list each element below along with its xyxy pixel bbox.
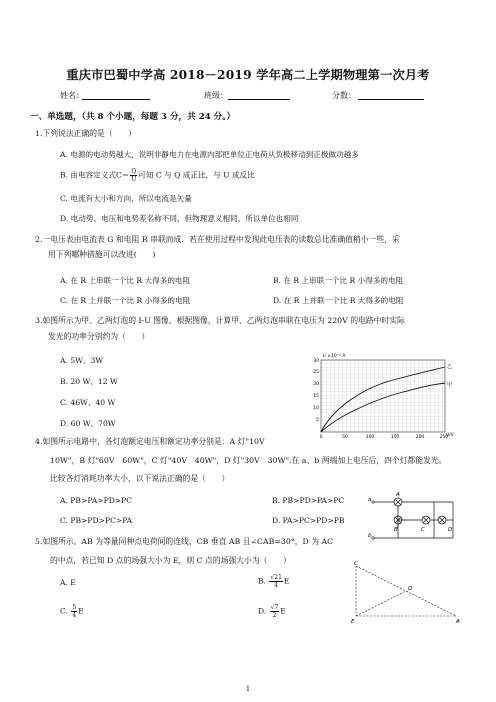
point-a-label: A bbox=[456, 619, 460, 625]
score-field[interactable] bbox=[358, 90, 424, 100]
section-heading: 一、单选题，（共 8 个小题，每题 3 分，共 24 分。） bbox=[30, 112, 236, 122]
q5-option-b-prefix: B. bbox=[258, 576, 266, 586]
fraction-den: U bbox=[131, 176, 137, 183]
x-tick: 250 bbox=[439, 435, 449, 440]
triangle-diagram bbox=[348, 560, 468, 626]
point-e-label: E bbox=[351, 619, 355, 625]
curve-jia-label: 甲 bbox=[447, 382, 453, 388]
y-tick: 25 bbox=[313, 370, 319, 375]
q2-option-b[interactable]: B. 在 R 上串联一个比 R 小得多的电阻 bbox=[273, 276, 404, 285]
point-d-label: D bbox=[408, 586, 413, 592]
fraction-num: 5 bbox=[72, 604, 77, 611]
fraction-num: √21 bbox=[270, 574, 282, 581]
q5-option-d-prefix: D. bbox=[258, 606, 267, 616]
question-4-stem-3: 比较各灯消耗功率大小，以下说法正确的是（ ） bbox=[50, 474, 230, 483]
point-c-label: C bbox=[354, 561, 358, 567]
graph-ylabel: I/ ×10⁻² A bbox=[323, 354, 346, 359]
fraction bbox=[270, 604, 280, 619]
terminal-b-label: b bbox=[368, 533, 372, 539]
fraction-den: 4 bbox=[274, 582, 279, 589]
q5-option-b[interactable] bbox=[258, 574, 289, 589]
lamp-b-label: B bbox=[394, 527, 398, 533]
q3-option-c[interactable]: C. 46W、40 W bbox=[60, 398, 116, 407]
question-3-stem-1: 3.如图所示为甲、乙两灯泡的 I-U 图像，根据图像，计算甲、乙两灯泡串联在电压为 220V 的电路中时实际 bbox=[35, 316, 405, 325]
fraction-num: √7 bbox=[270, 604, 279, 611]
question-4-stem-2: 10W"，B 灯"60V 60W"，C 灯"40V 40W"，D 灯"30V 30W".在 a、b 两端加上电压后，四个灯都能发光。 bbox=[50, 456, 447, 465]
q4-option-a[interactable]: A. PB>PA>PD>PC bbox=[60, 496, 133, 505]
fraction-den: 2 bbox=[272, 612, 277, 619]
name-field[interactable] bbox=[82, 90, 150, 100]
q5-option-b-suffix: E bbox=[283, 576, 290, 586]
fraction bbox=[71, 604, 77, 619]
x-tick: 200 bbox=[415, 435, 425, 440]
q4-option-d[interactable]: D. PA>PC>PD>PB bbox=[272, 516, 345, 525]
y-tick: 30 bbox=[313, 359, 319, 364]
graph-xlabel: U/V bbox=[446, 433, 454, 438]
q2-option-a[interactable]: A. 在 R 上串联一个比 R 大得多的电阻 bbox=[60, 276, 191, 285]
question-1-stem: 1.下列说法正确的是（ ） bbox=[35, 129, 137, 138]
graph-grid bbox=[321, 360, 445, 432]
q3-option-d[interactable]: D. 60 W、70W bbox=[60, 419, 116, 428]
q1-option-c[interactable]: C. 电流有大小和方向，所以电流是矢量 bbox=[60, 194, 192, 203]
q5-option-d[interactable] bbox=[258, 604, 286, 619]
question-4-stem-1: 4.如图所示电路中，各灯泡额定电压和额定功率分别是：A 灯"10V bbox=[35, 437, 265, 446]
question-2-stem-1: 2.一电压表由电流表 G 和电阻 R 串联而成．若在使用过程中发现此电压表的读数总比准确值稍小一些，采 bbox=[35, 235, 400, 244]
q5-option-c[interactable] bbox=[60, 604, 84, 619]
q5-option-a[interactable]: A. E bbox=[60, 578, 76, 587]
q2-option-c[interactable]: C. 在 R 上并联一个比 R 小得多的电阻 bbox=[60, 296, 191, 305]
fraction bbox=[269, 574, 282, 589]
q3-option-a[interactable]: A. 5W、3W bbox=[60, 356, 104, 365]
x-tick: 0 bbox=[319, 435, 323, 440]
fraction bbox=[130, 168, 137, 183]
class-label: 班级： bbox=[204, 91, 228, 100]
question-2-stem-2: 用下列哪种措施可以改进( ) bbox=[48, 250, 156, 259]
fraction-num: Q bbox=[131, 168, 137, 175]
y-tick: 20 bbox=[313, 382, 319, 387]
q1-option-d[interactable]: D. 电动势、电压和电势差名称不同，但物理意义相同，所以单位也相同 bbox=[60, 214, 299, 223]
lamp-d-label: D bbox=[448, 527, 453, 533]
question-5-stem-1: 5.如图所示，AB 为等量同种点电荷间的连线，CB 垂直 AB 且∠CAB=30°，D 为 AC bbox=[35, 537, 334, 546]
y-tick: 5 bbox=[316, 418, 319, 423]
y-tick: 10 bbox=[313, 406, 319, 411]
page-number: 1 bbox=[245, 685, 251, 693]
q2-option-d[interactable]: D. 在 R 上并联一个比 R 大得多的电阻 bbox=[273, 296, 404, 305]
page-title: 重庆市巴蜀中学高 2018－2019 学年高二上学期物理第一次月考 bbox=[66, 68, 430, 82]
score-label: 分数： bbox=[332, 91, 356, 100]
q1-option-a[interactable]: A. 电源的电动势越大，说明非静电力在电源内部把单位正电荷从负极移动到正极做功越多 bbox=[60, 150, 359, 159]
terminal-a-label: a bbox=[368, 497, 372, 503]
q5-option-c-suffix: E bbox=[78, 606, 84, 616]
name-label: 姓名： bbox=[60, 91, 84, 100]
lamp-a-label: A bbox=[396, 492, 400, 498]
class-field[interactable] bbox=[228, 90, 290, 100]
q1-option-b-suffix: 可知 C 与 Q 成正比，与 U 成反比 bbox=[138, 170, 255, 180]
q1-option-b-prefix: B. 由电容定义式C＝ bbox=[60, 170, 130, 180]
q4-option-b[interactable]: B. PB>PD>PA>PC bbox=[272, 496, 345, 505]
q1-option-b[interactable] bbox=[60, 168, 255, 183]
x-tick: 50 bbox=[342, 435, 348, 440]
lamp-c-label: C bbox=[421, 527, 425, 533]
x-tick: 150 bbox=[390, 435, 400, 440]
q5-option-d-suffix: E bbox=[280, 606, 286, 616]
question-5-stem-2: 的中点，若已知 D 点的场强大小为 E，则 C 点的场强大小为（ ） bbox=[50, 556, 291, 565]
q5-option-c-prefix: C. bbox=[60, 606, 68, 616]
q4-option-c[interactable]: C. PB>PD>PC>PA bbox=[60, 516, 133, 525]
question-3-stem-2: 发光的功率分别约为（ ） bbox=[48, 332, 150, 341]
iu-graph bbox=[303, 350, 463, 442]
x-tick: 100 bbox=[365, 435, 375, 440]
fraction-den: 4 bbox=[72, 612, 77, 619]
q3-option-b[interactable]: B. 20 W、12 W bbox=[60, 377, 118, 386]
curve-yi-label: 乙 bbox=[447, 364, 453, 370]
y-tick: 15 bbox=[313, 394, 319, 399]
